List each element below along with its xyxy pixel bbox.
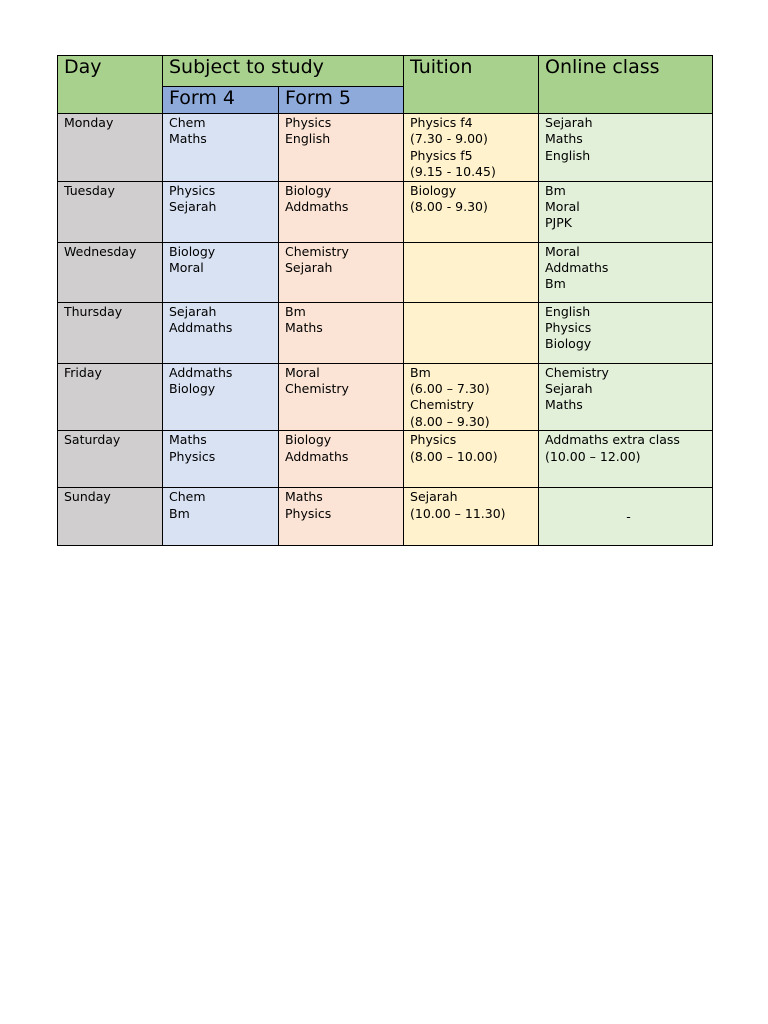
cell-line: Addmaths (169, 364, 233, 380)
cell-line: Chem (169, 489, 206, 505)
timetable-body (58, 114, 713, 546)
cell-line: Addmaths extra class (545, 432, 680, 448)
cell-line: Maths (169, 432, 207, 448)
tuition-cell (404, 302, 539, 363)
cell-line: Physics (285, 115, 332, 130)
tuition-cell (404, 363, 539, 431)
cell-line: Addmaths (285, 199, 349, 215)
form5-cell (279, 114, 404, 182)
cell-line: English (285, 131, 331, 147)
cell-line: Sejarah (410, 489, 458, 505)
cell-line: Bm (545, 182, 566, 198)
cell-line: (6.00 – 7.30) (410, 381, 490, 397)
form5-cell (279, 181, 404, 242)
cell-line: Maths (545, 397, 583, 413)
cell-line: (9.15 - 10.45) (410, 164, 496, 180)
form4-cell (163, 242, 279, 302)
form5-cell (279, 431, 404, 488)
cell-line: Biology (410, 182, 457, 198)
form5-cell (279, 242, 404, 302)
cell-line: (7.30 - 9.00) (410, 131, 488, 147)
cell-line: English (545, 147, 591, 163)
cell-line: (10.00 – 12.00) (545, 448, 641, 464)
online-class-cell (539, 302, 713, 363)
header-online-class: Online class (539, 56, 713, 114)
cell-line: Physics f4 (410, 115, 473, 130)
cell-line: PJPK (545, 215, 572, 231)
cell-line: Maths (545, 131, 583, 147)
table-row (58, 114, 713, 182)
cell-line: Addmaths (169, 320, 233, 336)
cell-line: Physics (285, 505, 332, 521)
cell-line: Biology (285, 182, 332, 198)
day-cell: Tuesday (58, 181, 163, 242)
cell-line: Sejarah (169, 199, 217, 215)
header-day: Day (58, 56, 163, 114)
form4-cell (163, 363, 279, 431)
cell-line: Moral (169, 260, 204, 276)
cell-line: Addmaths (285, 448, 349, 464)
cell-line: Sejarah (545, 115, 593, 130)
day-cell: Wednesday (58, 242, 163, 302)
timetable (57, 55, 713, 546)
cell-line: (10.00 – 11.30) (410, 505, 506, 521)
day-cell: Thursday (58, 302, 163, 363)
form4-cell (163, 114, 279, 182)
cell-line: Bm (410, 364, 431, 380)
form4-cell (163, 488, 279, 546)
cell-line: Biology (545, 336, 592, 352)
form4-cell (163, 181, 279, 242)
cell-line: Biology (169, 381, 216, 397)
tuition-cell (404, 242, 539, 302)
cell-line: (8.00 – 10.00) (410, 448, 498, 464)
cell-line: Chemistry (285, 243, 349, 259)
cell-line: Physics (545, 320, 592, 336)
tuition-cell (404, 114, 539, 182)
cell-line: Moral (285, 364, 320, 380)
online-class-cell (539, 242, 713, 302)
cell-line: Maths (285, 320, 323, 336)
cell-line: Physics (169, 448, 216, 464)
online-class-cell (539, 431, 713, 488)
cell-line: Sejarah (285, 260, 333, 276)
day-cell: Friday (58, 363, 163, 431)
online-class-cell (539, 363, 713, 431)
cell-line: Bm (285, 303, 306, 319)
header-subject-to-study: Subject to study (163, 56, 404, 87)
cell-line: Moral (545, 243, 580, 259)
cell-line: Moral (545, 199, 580, 215)
table-row (58, 488, 713, 546)
header-form4: Form 4 (163, 87, 279, 114)
table-row (58, 431, 713, 488)
cell-line: Physics f5 (410, 147, 473, 163)
cell-line: Bm (545, 276, 566, 292)
header-tuition: Tuition (404, 56, 539, 114)
table-row (58, 242, 713, 302)
online-class-cell (539, 181, 713, 242)
cell-line: Sejarah (545, 381, 593, 397)
form4-cell (163, 302, 279, 363)
tuition-cell (404, 181, 539, 242)
cell-line: English (545, 303, 591, 319)
table-row (58, 302, 713, 363)
cell-line: Biology (285, 432, 332, 448)
day-cell: Saturday (58, 431, 163, 488)
cell-line: Chemistry (545, 364, 609, 380)
cell-line: (8.00 – 9.30) (410, 413, 490, 429)
cell-line: - (626, 509, 631, 525)
form5-cell (279, 488, 404, 546)
online-class-cell (539, 114, 713, 182)
tuition-cell (404, 431, 539, 488)
cell-line: Biology (169, 243, 216, 259)
cell-line: Maths (169, 131, 207, 147)
cell-line: Chemistry (285, 381, 349, 397)
day-cell: Monday (58, 114, 163, 182)
day-cell: Sunday (58, 488, 163, 546)
cell-line: Physics (169, 182, 216, 198)
cell-line: Maths (285, 489, 323, 505)
table-row (58, 181, 713, 242)
form4-cell (163, 431, 279, 488)
cell-line: Chem (169, 115, 206, 130)
tuition-cell (404, 488, 539, 546)
cell-line: (8.00 - 9.30) (410, 199, 488, 215)
cell-line: Sejarah (169, 303, 217, 319)
table-row (58, 363, 713, 431)
online-class-cell (539, 488, 713, 546)
form5-cell (279, 363, 404, 431)
cell-line: Bm (169, 505, 190, 521)
form5-cell (279, 302, 404, 363)
header-form5: Form 5 (279, 87, 404, 114)
cell-line: Addmaths (545, 260, 609, 276)
cell-line: Chemistry (410, 397, 474, 413)
cell-line: Physics (410, 432, 457, 448)
